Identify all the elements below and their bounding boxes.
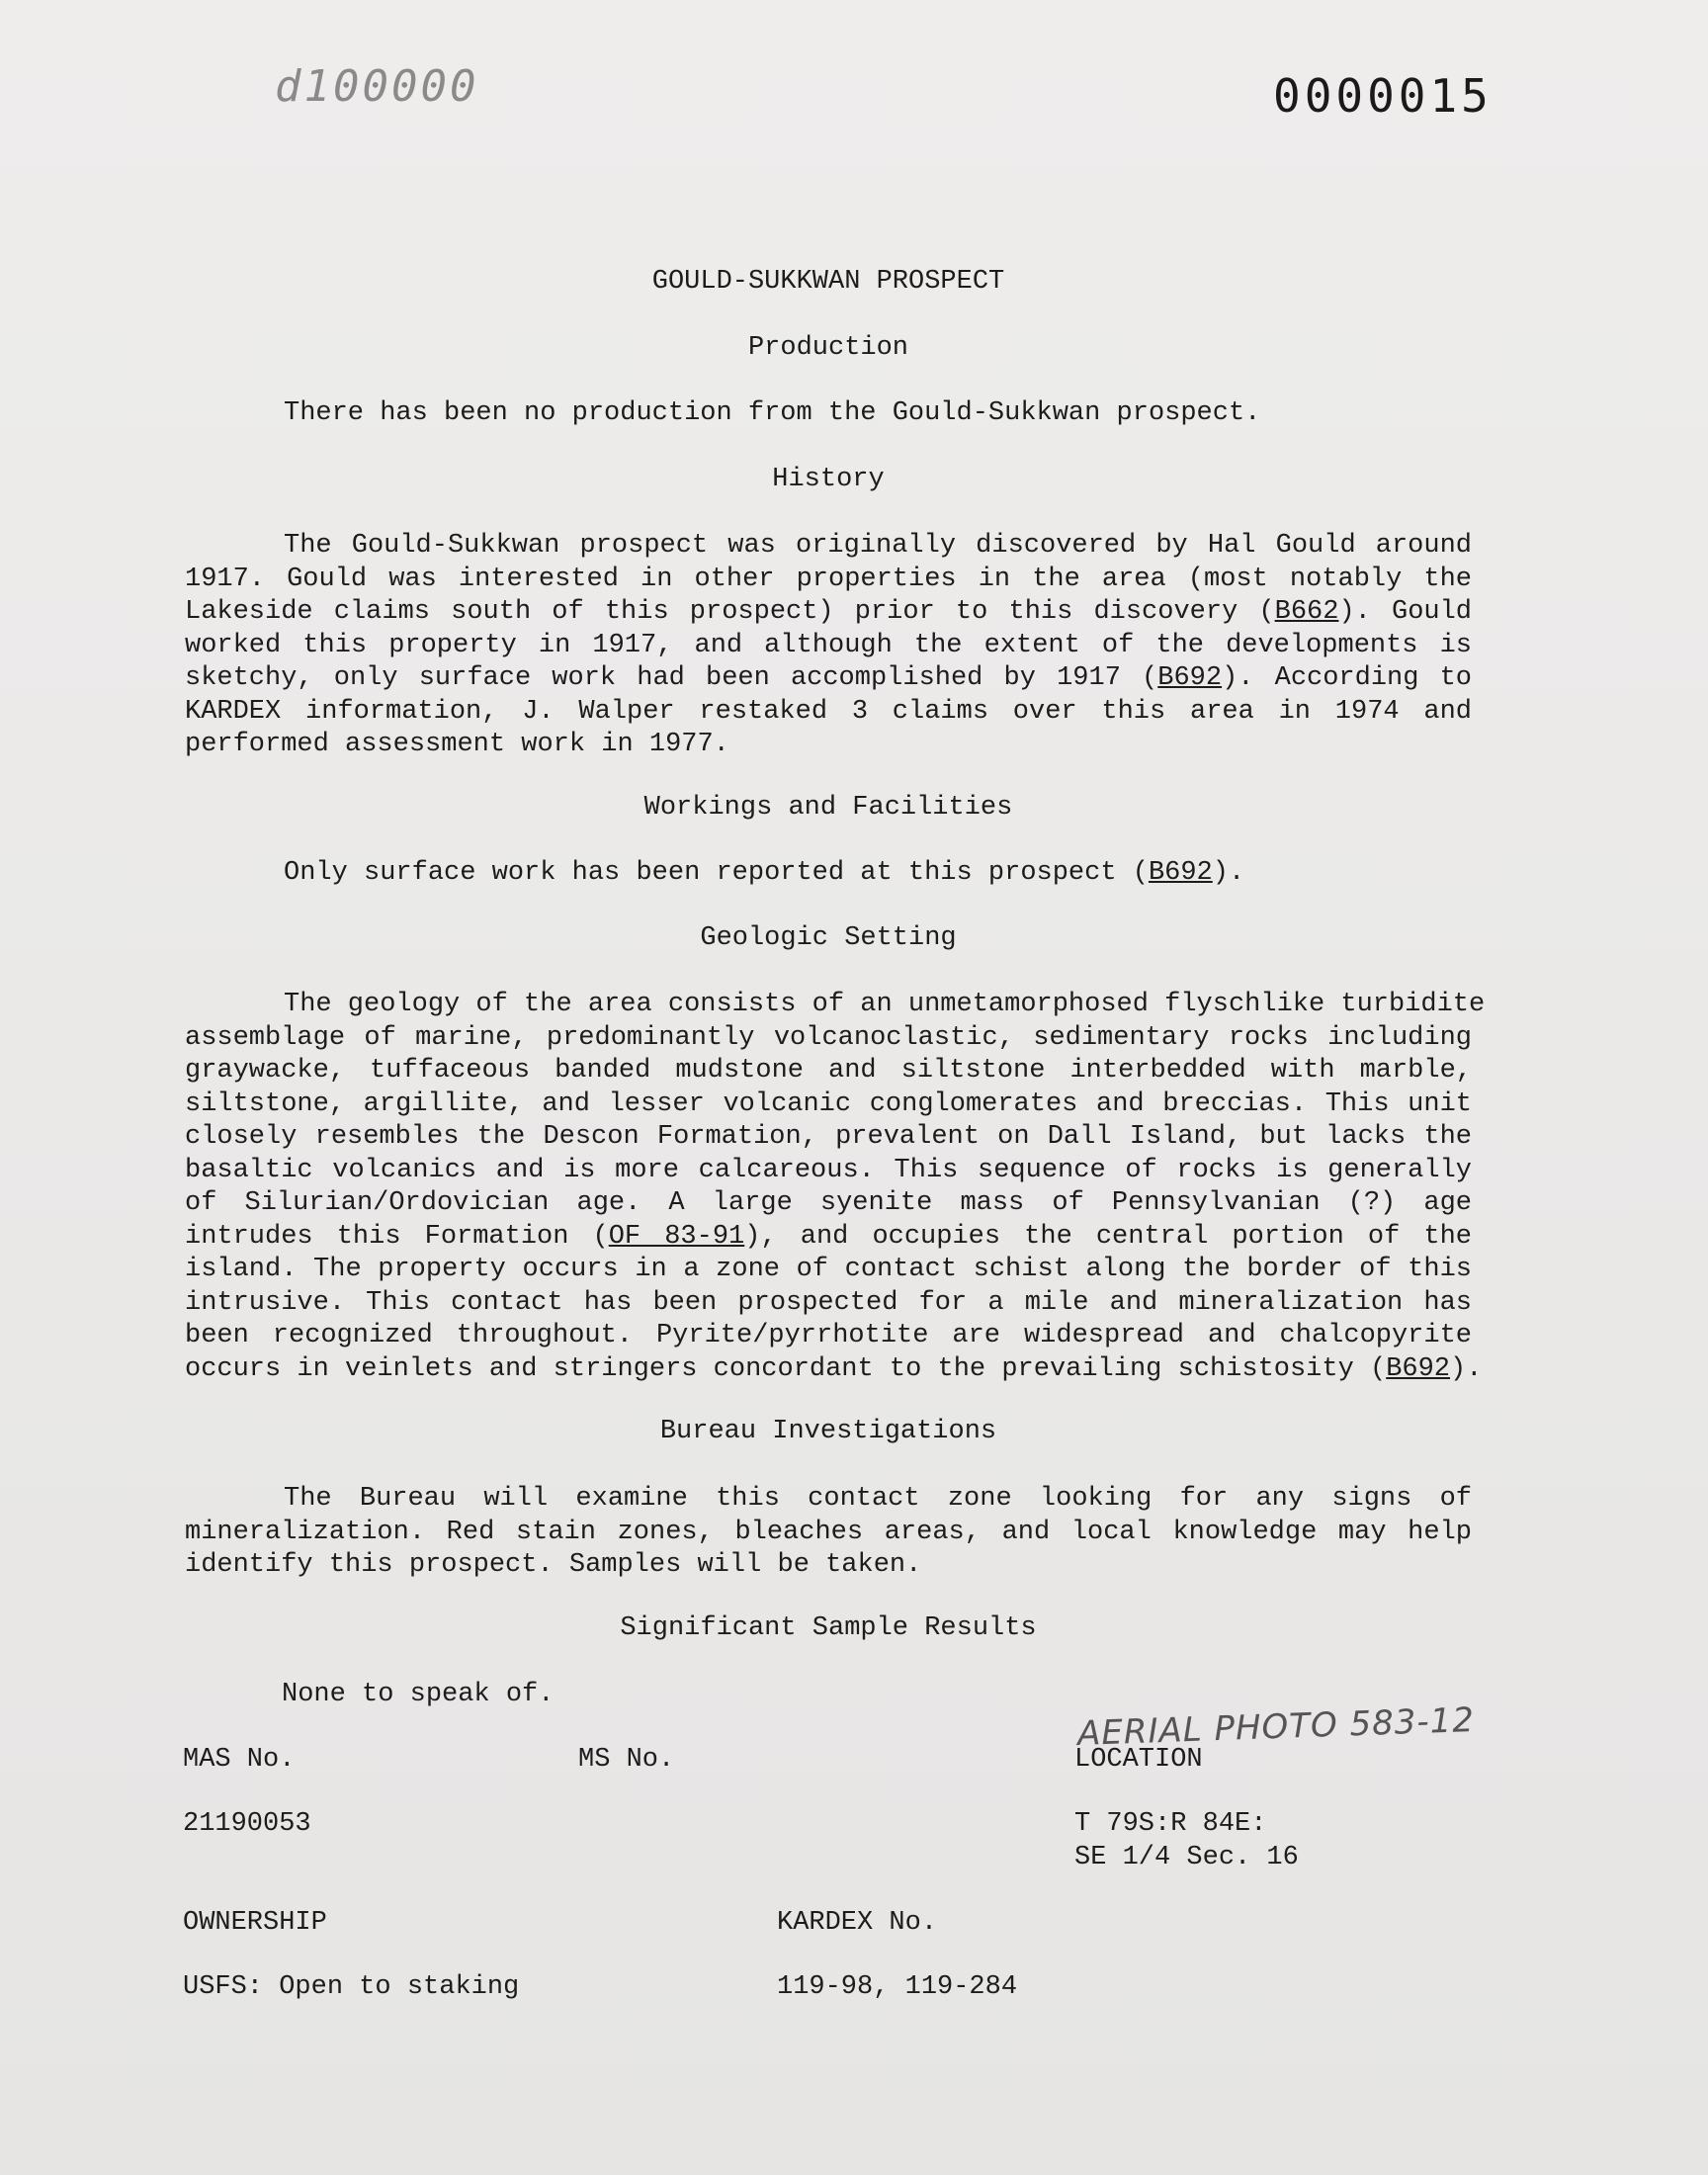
reference-citation: OF 83-91 [608, 1221, 745, 1252]
production-text: There has been no production from the Gould-Sukkwan prospect. [284, 398, 1261, 428]
geology-line: occurs in veinlets and stringers concordant to the prevailing schistosity (B692). [185, 1353, 1483, 1384]
reference-citation: B692 [1386, 1353, 1451, 1384]
geology-line: intrudes this Formation (OF 83-91), and occupies the central portion of the [185, 1221, 1472, 1252]
geology-line: graywacke, tuffaceous banded mudstone and siltstone interbedded with marble, [185, 1056, 1472, 1086]
location-line-2: SE 1/4 Sec. 16 [1074, 1843, 1299, 1872]
history-line: performed assessment work in 1977. [185, 730, 729, 759]
stamp-number-faded: d100000 [275, 61, 479, 112]
production-heading: Production [747, 333, 909, 363]
samples-text: None to speak of. [282, 1680, 555, 1709]
geology-line: closely resembles the Descon Formation, prevalent on Dall Island, but lacks the [185, 1122, 1472, 1152]
history-line: sketchy, only surface work had been accomplished by 1917 (B692). According to [185, 663, 1472, 693]
document-title: GOULD-SUKKWAN PROSPECT [651, 267, 1005, 297]
location-label: LOCATION [1074, 1745, 1203, 1775]
samples-heading: Significant Sample Results [620, 1613, 1037, 1643]
history-line: The Gould-Sukkwan prospect was originally discovered by Hal Gould around [284, 531, 1472, 561]
ownership-label: OWNERSHIP [183, 1908, 327, 1938]
mas-label: MAS No. [183, 1745, 296, 1775]
geology-line: siltstone, argillite, and lesser volcanic conglomerates and breccias. This unit [185, 1088, 1472, 1119]
reference-citation: B692 [1157, 663, 1223, 693]
ms-label: MS No. [578, 1745, 675, 1775]
history-line: worked this property in 1917, and although the extent of the developments is [185, 630, 1472, 660]
history-line: 1917. Gould was interested in other properties in the area (most notably the [185, 564, 1472, 594]
geology-line: island. The property occurs in a zone of contact schist along the border of this [185, 1255, 1472, 1284]
reference-citation: B662 [1274, 597, 1339, 627]
bureau-line: identify this prospect. Samples will be taken. [185, 1550, 922, 1580]
kardex-value: 119-98, 119-284 [777, 1972, 1018, 2002]
workings-heading: Workings and Facilities [643, 793, 1013, 823]
geology-line: The geology of the area consists of an unmetamorphosed flyschlike turbidite [284, 990, 1486, 1019]
kardex-label: KARDEX No. [777, 1908, 938, 1938]
geology-paragraph [185, 989, 1486, 1386]
geology-line: basaltic volcanics and is more calcareous. This sequence of rocks is generally [185, 1155, 1472, 1185]
geology-line: intrusive. This contact has been prospected for a mile and mineralization has [185, 1287, 1472, 1318]
workings-text: Only surface work has been reported at this prospect (B692). [284, 858, 1245, 888]
bureau-paragraph [185, 1483, 1472, 1583]
handwritten-annotation: AERIAL PHOTO 583-12 [1076, 1699, 1476, 1755]
geology-heading: Geologic Setting [700, 923, 957, 953]
geology-line: assemblage of marine, predominantly volcanoclastic, sedimentary rocks including [185, 1022, 1472, 1053]
history-heading: History [772, 465, 885, 494]
bureau-line: The Bureau will examine this contact zone looking for any signs of [284, 1484, 1472, 1514]
reference-citation: B692 [1148, 858, 1213, 888]
location-line-1: T 79S:R 84E: [1074, 1809, 1267, 1839]
ownership-value: USFS: Open to staking [183, 1972, 520, 2002]
history-paragraph [185, 530, 1472, 762]
mas-value: 21190053 [183, 1809, 311, 1839]
bureau-line: mineralization. Red stain zones, bleaches areas, and local knowledge may help [185, 1517, 1472, 1547]
geology-line: of Silurian/Ordovician age. A large syenite mass of Pennsylvanian (?) age [185, 1188, 1472, 1218]
geology-line: been recognized throughout. Pyrite/pyrrhotite are widespread and chalcopyrite [185, 1321, 1472, 1350]
history-line: Lakeside claims south of this prospect) prior to this discovery (B662). Gould [185, 597, 1473, 627]
bureau-heading: Bureau Investigations [659, 1417, 997, 1446]
history-line: KARDEX information, J. Walper restaked 3 claims over this area in 1974 and [185, 696, 1472, 727]
stamp-page-number: 0000015 [1273, 69, 1493, 123]
